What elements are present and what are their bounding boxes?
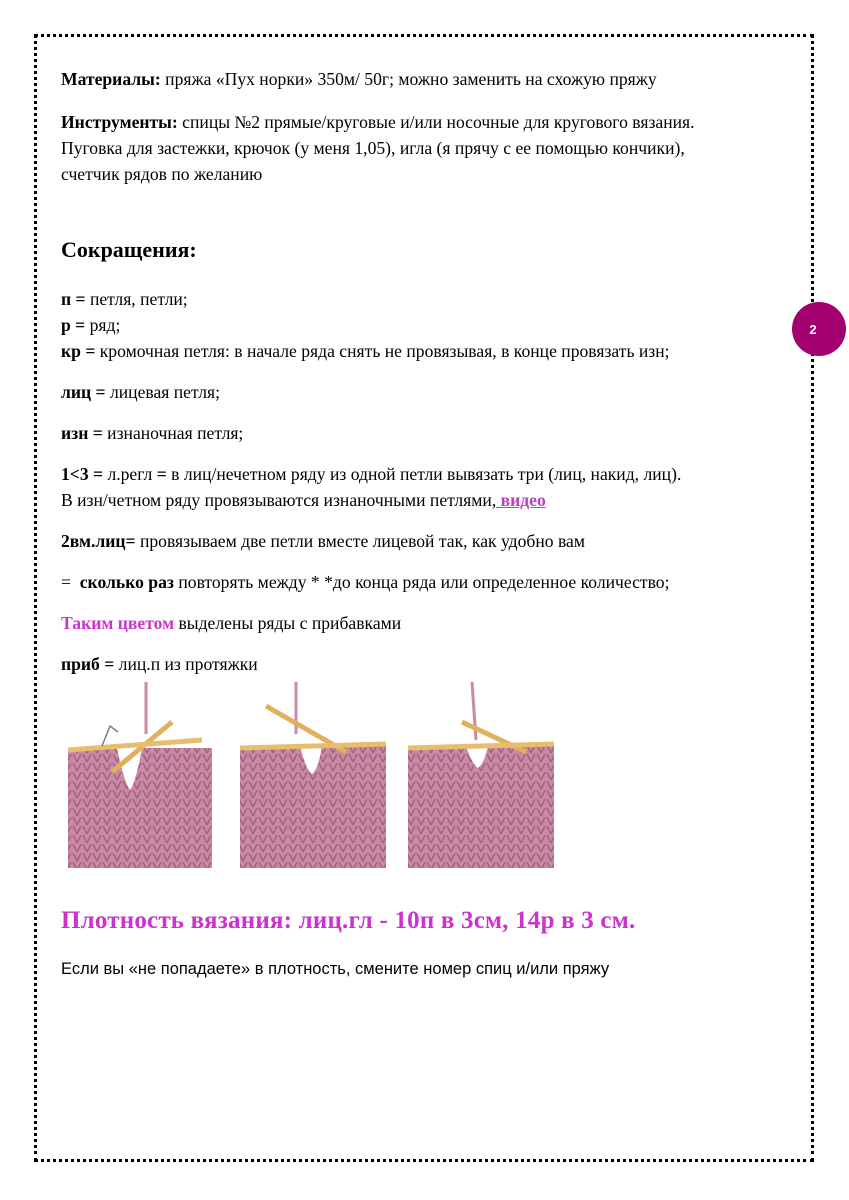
materials-text: пряжа «Пух норки» 350м/ 50г; можно заменить на схожую пряжу: [160, 69, 657, 89]
abbrev-p-key: п =: [61, 289, 86, 309]
knitting-photo-3: [406, 682, 556, 868]
abbrev-inc-eq: =: [156, 464, 167, 484]
abbrev-lits: [61, 379, 801, 405]
abbrev-prib-key: приб =: [61, 654, 115, 674]
abbrev-izn: [61, 420, 801, 446]
abbrev-k2tog-text: провязываем две петли вместе лицевой так, как удобно вам: [135, 531, 585, 551]
video-link[interactable]: видео: [496, 490, 546, 510]
tools-paragraph: [61, 109, 801, 187]
abbrev-izn-key: изн =: [61, 423, 103, 443]
tools-line3: счетчик рядов по желанию: [61, 164, 263, 184]
abbrev-prib-text: лиц.п из протяжки: [114, 654, 258, 674]
abbreviations-heading: Сокращения:: [61, 237, 197, 262]
abbrev-inc-key: 1<3 =: [61, 464, 104, 484]
gauge-title: Плотность вязания: лиц.гл - 10п в 3см, 14р в 3 см.: [61, 907, 636, 934]
abbrev-lits-text: лицевая петля;: [105, 382, 221, 402]
knitting-photo-2: [238, 682, 388, 868]
abbrev-repeat-text: повторять между * *до конца ряда или определенное количество;: [173, 572, 670, 592]
abbrev-prib: [61, 651, 801, 677]
tools-label: Инструменты:: [61, 112, 178, 132]
abbrev-repeat: [61, 569, 801, 595]
abbrev-kr-key: кр =: [61, 341, 96, 361]
abbrev-r-text: ряд;: [85, 315, 121, 335]
tools-line1: спицы №2 прямые/круговые и/или носочные для кругового вязания.: [177, 112, 695, 132]
abbrev-lits-key: лиц =: [61, 382, 106, 402]
abbrev-inc-mid: л.регл: [103, 464, 157, 484]
abbrev-r-key: р =: [61, 315, 86, 335]
tools-line2: Пуговка для застежки, крючок (у меня 1,05), игла (я прячу с ее помощью кончики),: [61, 138, 685, 158]
abbrev-p-text: петля, петли;: [85, 289, 188, 309]
abbrev-k2tog: [61, 528, 801, 554]
page-number: 2: [809, 321, 817, 337]
materials-label: Материалы:: [61, 69, 161, 89]
abbrev-repeat-key: сколько раз: [79, 572, 174, 592]
abbrev-kr-text: кромочная петля: в начале ряда снять не провязывая, в конце провязать изн;: [95, 341, 670, 361]
abbrev-inc-text: в лиц/нечетном ряду из одной петли вывязать три (лиц, накид, лиц).: [166, 464, 682, 484]
abbrev-block-1: [61, 286, 801, 364]
abbrev-color-text: выделены ряды с прибавками: [174, 613, 402, 633]
abbrev-color: [61, 610, 801, 636]
abbrev-inc-line2: В изн/четном ряду провязываются изнаночными петлями,: [61, 490, 497, 510]
abbrev-color-key: Таким цветом: [61, 613, 175, 633]
page-content: [61, 66, 801, 677]
abbrev-izn-text: изнаночная петля;: [102, 423, 244, 443]
abbrev-k2tog-key: 2вм.лиц=: [61, 531, 136, 551]
materials-paragraph: [61, 66, 801, 92]
knitting-photo-1: [62, 682, 212, 868]
abbrev-increase: [61, 461, 801, 513]
gauge-note: Если вы «не попадаете» в плотность, смените номер спиц и/или пряжу: [61, 960, 610, 978]
abbrev-repeat-eq: =: [61, 572, 71, 592]
